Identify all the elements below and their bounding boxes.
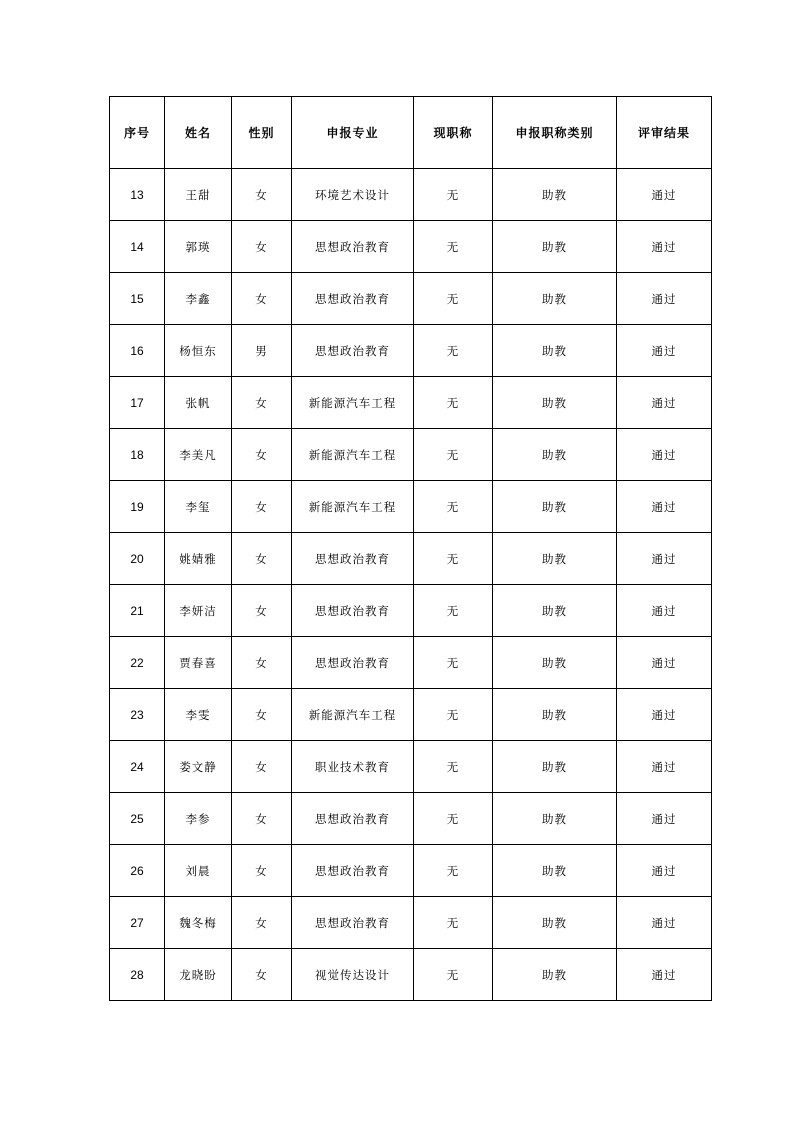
cell-name: 杨恒东 bbox=[165, 325, 232, 377]
cell-applied-title: 助教 bbox=[493, 325, 617, 377]
cell-current-title: 无 bbox=[414, 481, 493, 533]
cell-name: 李玺 bbox=[165, 481, 232, 533]
cell-seq: 24 bbox=[110, 741, 165, 793]
cell-result: 通过 bbox=[617, 481, 712, 533]
cell-seq: 25 bbox=[110, 793, 165, 845]
header-major: 申报专业 bbox=[292, 97, 414, 169]
cell-applied-title: 助教 bbox=[493, 585, 617, 637]
table-row bbox=[110, 221, 712, 273]
header-gender: 性别 bbox=[232, 97, 292, 169]
cell-gender: 女 bbox=[232, 221, 292, 273]
cell-name: 李参 bbox=[165, 793, 232, 845]
cell-result: 通过 bbox=[617, 793, 712, 845]
cell-major: 思想政治教育 bbox=[292, 533, 414, 585]
cell-seq: 19 bbox=[110, 481, 165, 533]
cell-gender: 女 bbox=[232, 949, 292, 1001]
cell-gender: 女 bbox=[232, 169, 292, 221]
table-row bbox=[110, 533, 712, 585]
cell-applied-title: 助教 bbox=[493, 533, 617, 585]
cell-seq: 28 bbox=[110, 949, 165, 1001]
table-row bbox=[110, 845, 712, 897]
cell-gender: 男 bbox=[232, 325, 292, 377]
review-results-table bbox=[109, 96, 712, 1001]
cell-result: 通过 bbox=[617, 585, 712, 637]
table-row bbox=[110, 325, 712, 377]
cell-result: 通过 bbox=[617, 689, 712, 741]
cell-current-title: 无 bbox=[414, 377, 493, 429]
cell-current-title: 无 bbox=[414, 897, 493, 949]
cell-name: 魏冬梅 bbox=[165, 897, 232, 949]
cell-gender: 女 bbox=[232, 533, 292, 585]
cell-name: 张帆 bbox=[165, 377, 232, 429]
cell-gender: 女 bbox=[232, 585, 292, 637]
table-row bbox=[110, 429, 712, 481]
table-row bbox=[110, 689, 712, 741]
cell-major: 思想政治教育 bbox=[292, 221, 414, 273]
cell-applied-title: 助教 bbox=[493, 377, 617, 429]
cell-current-title: 无 bbox=[414, 533, 493, 585]
cell-applied-title: 助教 bbox=[493, 273, 617, 325]
cell-seq: 17 bbox=[110, 377, 165, 429]
cell-name: 姚婧雅 bbox=[165, 533, 232, 585]
cell-name: 李美凡 bbox=[165, 429, 232, 481]
cell-name: 娄文静 bbox=[165, 741, 232, 793]
header-current-title: 现职称 bbox=[414, 97, 493, 169]
cell-seq: 21 bbox=[110, 585, 165, 637]
cell-name: 郭瑛 bbox=[165, 221, 232, 273]
cell-seq: 20 bbox=[110, 533, 165, 585]
cell-seq: 15 bbox=[110, 273, 165, 325]
cell-current-title: 无 bbox=[414, 273, 493, 325]
cell-gender: 女 bbox=[232, 481, 292, 533]
cell-major: 职业技术教育 bbox=[292, 741, 414, 793]
header-result: 评审结果 bbox=[617, 97, 712, 169]
cell-applied-title: 助教 bbox=[493, 949, 617, 1001]
cell-result: 通过 bbox=[617, 897, 712, 949]
cell-major: 环境艺术设计 bbox=[292, 169, 414, 221]
header-name: 姓名 bbox=[165, 97, 232, 169]
cell-applied-title: 助教 bbox=[493, 481, 617, 533]
cell-seq: 23 bbox=[110, 689, 165, 741]
cell-result: 通过 bbox=[617, 741, 712, 793]
cell-result: 通过 bbox=[617, 325, 712, 377]
header-applied-title: 申报职称类别 bbox=[493, 97, 617, 169]
table-body bbox=[110, 169, 712, 1001]
table-row bbox=[110, 793, 712, 845]
cell-result: 通过 bbox=[617, 221, 712, 273]
table-row bbox=[110, 637, 712, 689]
cell-gender: 女 bbox=[232, 793, 292, 845]
cell-major: 新能源汽车工程 bbox=[292, 429, 414, 481]
cell-applied-title: 助教 bbox=[493, 689, 617, 741]
cell-seq: 22 bbox=[110, 637, 165, 689]
cell-current-title: 无 bbox=[414, 689, 493, 741]
cell-major: 思想政治教育 bbox=[292, 585, 414, 637]
cell-gender: 女 bbox=[232, 429, 292, 481]
table-row bbox=[110, 481, 712, 533]
cell-name: 龙晓盼 bbox=[165, 949, 232, 1001]
header-seq: 序号 bbox=[110, 97, 165, 169]
cell-current-title: 无 bbox=[414, 585, 493, 637]
cell-name: 贾春喜 bbox=[165, 637, 232, 689]
cell-name: 刘晨 bbox=[165, 845, 232, 897]
cell-major: 思想政治教育 bbox=[292, 273, 414, 325]
cell-name: 李鑫 bbox=[165, 273, 232, 325]
cell-current-title: 无 bbox=[414, 793, 493, 845]
cell-major: 思想政治教育 bbox=[292, 793, 414, 845]
cell-current-title: 无 bbox=[414, 325, 493, 377]
cell-applied-title: 助教 bbox=[493, 845, 617, 897]
cell-gender: 女 bbox=[232, 689, 292, 741]
cell-current-title: 无 bbox=[414, 221, 493, 273]
table-row bbox=[110, 949, 712, 1001]
table-row bbox=[110, 169, 712, 221]
table-row bbox=[110, 585, 712, 637]
table-row bbox=[110, 897, 712, 949]
cell-applied-title: 助教 bbox=[493, 741, 617, 793]
cell-current-title: 无 bbox=[414, 169, 493, 221]
cell-major: 思想政治教育 bbox=[292, 637, 414, 689]
cell-applied-title: 助教 bbox=[493, 637, 617, 689]
cell-name: 王甜 bbox=[165, 169, 232, 221]
cell-result: 通过 bbox=[617, 273, 712, 325]
cell-result: 通过 bbox=[617, 533, 712, 585]
cell-result: 通过 bbox=[617, 169, 712, 221]
cell-name: 李妍洁 bbox=[165, 585, 232, 637]
cell-major: 视觉传达设计 bbox=[292, 949, 414, 1001]
cell-applied-title: 助教 bbox=[493, 793, 617, 845]
cell-current-title: 无 bbox=[414, 949, 493, 1001]
cell-applied-title: 助教 bbox=[493, 221, 617, 273]
cell-gender: 女 bbox=[232, 637, 292, 689]
cell-current-title: 无 bbox=[414, 637, 493, 689]
cell-applied-title: 助教 bbox=[493, 429, 617, 481]
cell-major: 思想政治教育 bbox=[292, 325, 414, 377]
cell-major: 新能源汽车工程 bbox=[292, 377, 414, 429]
cell-major: 新能源汽车工程 bbox=[292, 689, 414, 741]
cell-major: 思想政治教育 bbox=[292, 897, 414, 949]
cell-gender: 女 bbox=[232, 377, 292, 429]
cell-seq: 18 bbox=[110, 429, 165, 481]
cell-seq: 16 bbox=[110, 325, 165, 377]
table-header-row bbox=[110, 97, 712, 169]
cell-major: 新能源汽车工程 bbox=[292, 481, 414, 533]
table-row bbox=[110, 377, 712, 429]
cell-result: 通过 bbox=[617, 377, 712, 429]
cell-result: 通过 bbox=[617, 429, 712, 481]
cell-current-title: 无 bbox=[414, 845, 493, 897]
cell-gender: 女 bbox=[232, 273, 292, 325]
table-row bbox=[110, 273, 712, 325]
cell-seq: 27 bbox=[110, 897, 165, 949]
cell-gender: 女 bbox=[232, 741, 292, 793]
cell-current-title: 无 bbox=[414, 429, 493, 481]
cell-major: 思想政治教育 bbox=[292, 845, 414, 897]
cell-result: 通过 bbox=[617, 637, 712, 689]
cell-applied-title: 助教 bbox=[493, 897, 617, 949]
table-row bbox=[110, 741, 712, 793]
cell-seq: 13 bbox=[110, 169, 165, 221]
cell-result: 通过 bbox=[617, 845, 712, 897]
cell-gender: 女 bbox=[232, 897, 292, 949]
cell-applied-title: 助教 bbox=[493, 169, 617, 221]
cell-seq: 14 bbox=[110, 221, 165, 273]
cell-seq: 26 bbox=[110, 845, 165, 897]
cell-name: 李雯 bbox=[165, 689, 232, 741]
cell-result: 通过 bbox=[617, 949, 712, 1001]
cell-gender: 女 bbox=[232, 845, 292, 897]
cell-current-title: 无 bbox=[414, 741, 493, 793]
